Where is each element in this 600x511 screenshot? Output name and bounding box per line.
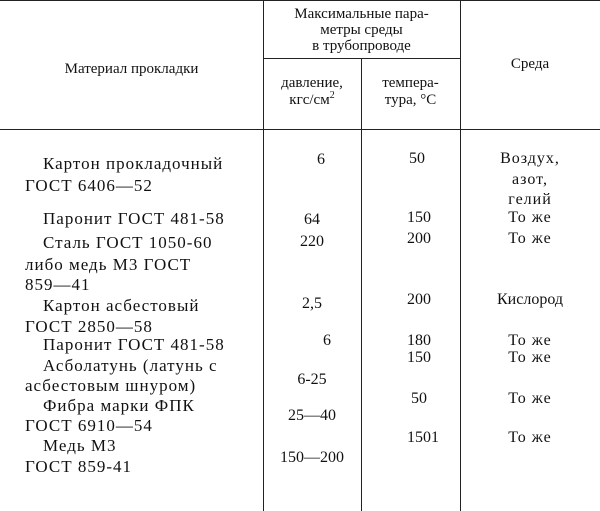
temperature-value: 50	[411, 390, 427, 407]
medium-text: То же	[508, 429, 552, 446]
header-temperature-1: темпера-	[382, 75, 439, 91]
pressure-value: 6-25	[297, 371, 327, 388]
header-temperature-2: тура, °С	[384, 92, 437, 108]
pressure-value: 6	[317, 151, 325, 168]
material-line: Картон прокладочный	[43, 154, 224, 173]
pressure-value: 6	[323, 332, 331, 349]
header-bottom-rule	[0, 129, 600, 130]
material-line: Паронит ГОСТ 481-58	[43, 209, 225, 228]
medium-text: То же	[508, 390, 552, 407]
material-line: ГОСТ 6910—54	[25, 416, 153, 435]
header-medium: Среда	[510, 56, 550, 72]
material-line: ГОСТ 2850—58	[25, 317, 153, 336]
header-max-params-2: метры среды	[320, 22, 403, 38]
temperature-value: 200	[407, 230, 431, 247]
material-line: Фибра марки ФПК	[43, 396, 195, 415]
medium-text: То же	[508, 230, 552, 247]
pressure-value: 150—200	[280, 449, 344, 466]
medium-text: То же	[508, 209, 552, 226]
pressure-value: 2,5	[302, 295, 322, 312]
temperature-value: 200	[407, 291, 431, 308]
header-max-params-3: в трубопроводе	[312, 38, 411, 54]
material-line: Картон асбестовый	[43, 296, 200, 315]
medium-text: То же	[508, 332, 552, 349]
pressure-unit-exponent: 2	[329, 90, 335, 101]
material-line: Медь М3	[43, 436, 117, 455]
material-line: ГОСТ 859-41	[25, 457, 133, 476]
temperature-value: 50	[409, 150, 425, 167]
material-line: 859—41	[25, 275, 91, 294]
material-line: асбестовым шнуром)	[25, 376, 197, 395]
medium-text: гелий	[508, 191, 552, 208]
pressure-value: 64	[304, 211, 320, 228]
pressure-value: 25—40	[288, 407, 336, 424]
medium-text: Воздух,	[500, 150, 560, 167]
pressure-unit: кгс/см	[289, 92, 330, 108]
material-line: ГОСТ 6406—52	[25, 176, 153, 195]
temperature-value: 180	[407, 332, 431, 349]
medium-text: То же	[508, 349, 552, 366]
top-rule	[0, 0, 600, 1]
header-pressure-1: давление,	[281, 75, 343, 91]
header-material: Материал прокладки	[64, 61, 199, 77]
temperature-value: 150	[407, 349, 431, 366]
temperature-value: 1501	[407, 429, 439, 446]
material-line: Паронит ГОСТ 481-58	[43, 335, 225, 354]
header-max-params-1: Максимальные пара-	[294, 6, 429, 22]
medium-text: Кислород	[497, 291, 563, 308]
header-pressure-2	[263, 90, 361, 108]
material-line: Сталь ГОСТ 1050-60	[43, 233, 213, 252]
medium-text: азот,	[512, 171, 548, 188]
pressure-value: 220	[300, 233, 324, 250]
material-line: либо медь М3 ГОСТ	[25, 255, 192, 274]
temperature-value: 150	[407, 209, 431, 226]
material-line: Асболатунь (латунь с	[43, 356, 218, 375]
